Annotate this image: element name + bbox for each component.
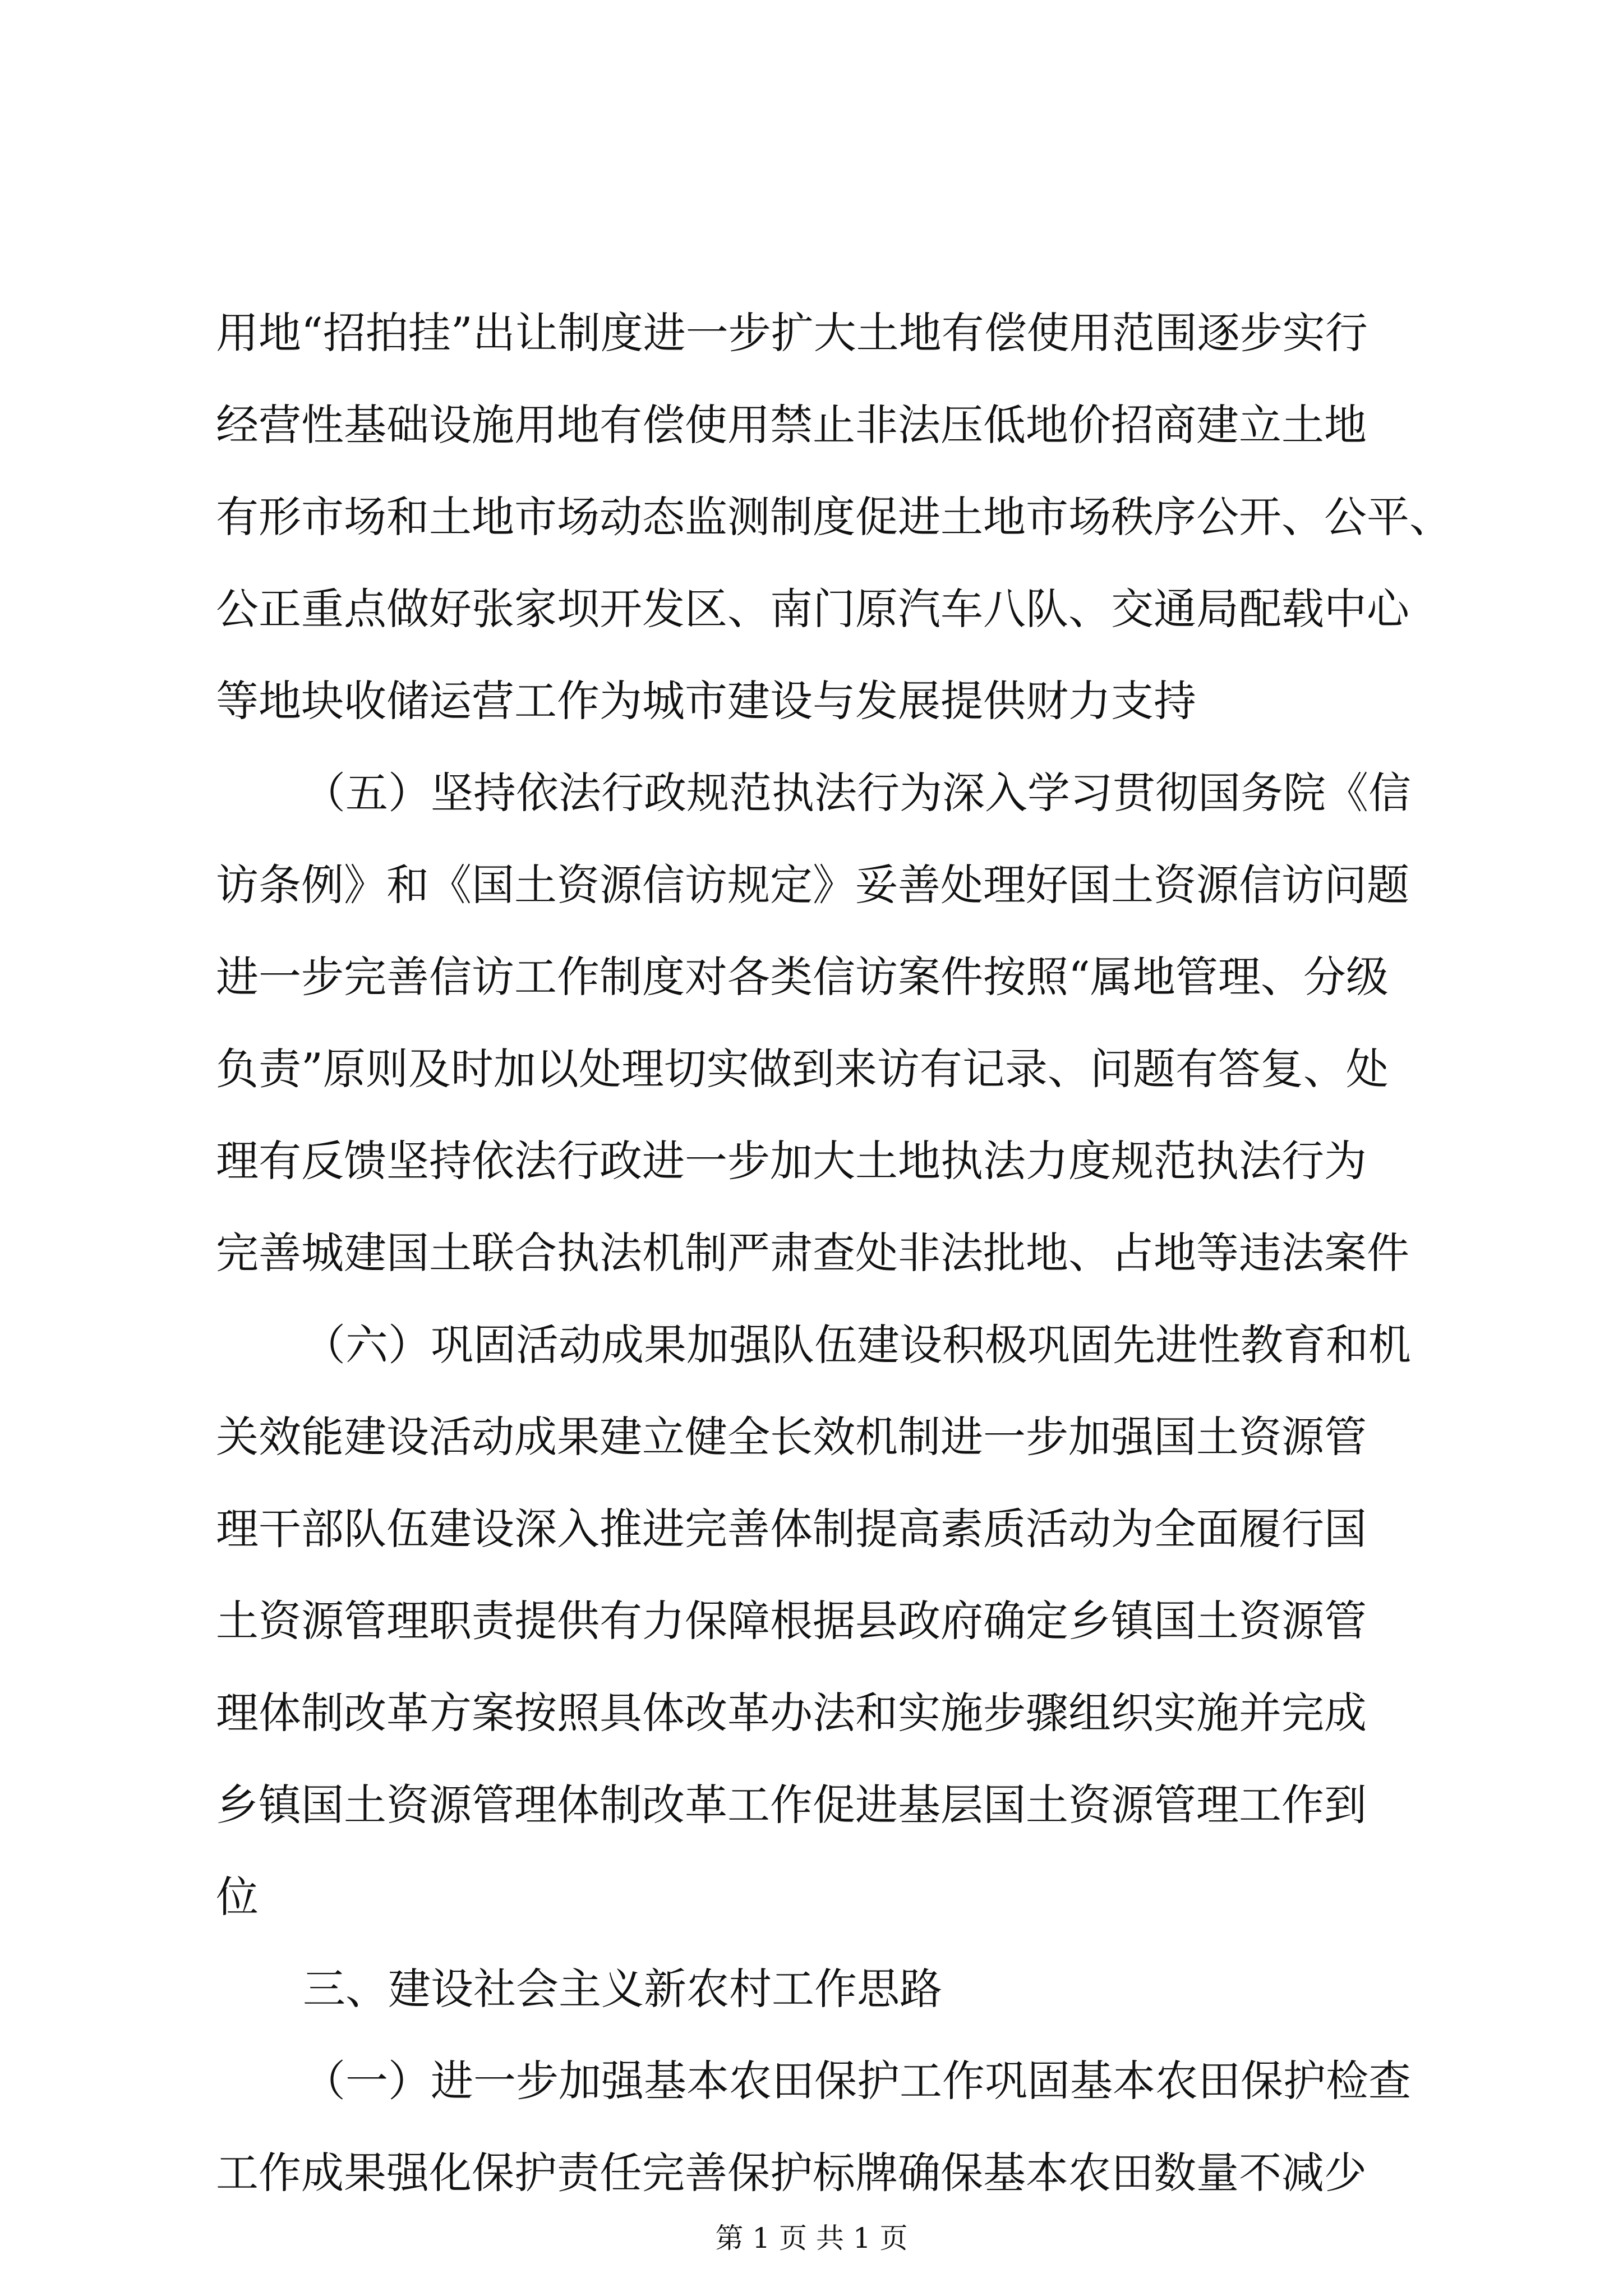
text-line-5: 等地块收储运营工作为城市建设与发展提供财力支持 [216,676,1196,726]
text-line-9: 负责”原则及时加以处理切实做到来访有记录、问题有答复、处 [216,1044,1389,1094]
text-line-21: 工作成果强化保护责任完善保护标牌确保基本农田数量不减少 [216,2148,1367,2198]
text-line-13: 关效能建设活动成果建立健全长效机制进一步加强国土资源管 [216,1412,1367,1462]
text-line-15: 土资源管理职责提供有力保障根据县政府确定乡镇国土资源管 [216,1596,1367,1646]
paragraph-one-heading: （一）进一步加强基本农田保护工作巩固基本农田保护检查 [303,2056,1411,2106]
page-footer: 第 1 页 共 1 页 [715,2222,908,2254]
text-line-4: 公正重点做好张家坝开发区、南门原汽车八队、交通局配载中心 [216,584,1409,634]
text-line-7: 访条例》和《国土资源信访规定》妥善处理好国土资源信访问题 [216,860,1409,910]
paragraph-five-heading: （五）坚持依法行政规范执法行为深入学习贯彻国务院《信 [303,768,1411,818]
text-line-16: 理体制改革方案按照具体改革办法和实施步骤组织实施并完成 [216,1688,1367,1738]
text-line-8: 进一步完善信访工作制度对各类信访案件按照“属地管理、分级 [216,952,1389,1002]
text-line-2: 经营性基础设施用地有偿使用禁止非法压低地价招商建立土地 [216,400,1367,450]
text-line-14: 理干部队伍建设深入推进完善体制提高素质活动为全面履行国 [216,1504,1367,1554]
text-line-18: 位 [216,1872,259,1922]
text-line-3: 有形市场和土地市场动态监测制度促进土地市场秩序公开、公平、 [216,492,1452,542]
text-line-10: 理有反馈坚持依法行政进一步加大土地执法力度规范执法行为 [216,1136,1367,1186]
text-line-11: 完善城建国土联合执法机制严肃查处非法批地、占地等违法案件 [216,1228,1409,1278]
text-line-1: 用地“招拍挂”出让制度进一步扩大土地有偿使用范围逐步实行 [216,308,1368,358]
paragraph-six-heading: （六）巩固活动成果加强队伍建设积极巩固先进性教育和机 [303,1320,1411,1370]
section-three-heading: 三、建设社会主义新农村工作思路 [303,1964,942,2014]
text-line-17: 乡镇国土资源管理体制改革工作促进基层国土资源管理工作到 [216,1780,1367,1830]
